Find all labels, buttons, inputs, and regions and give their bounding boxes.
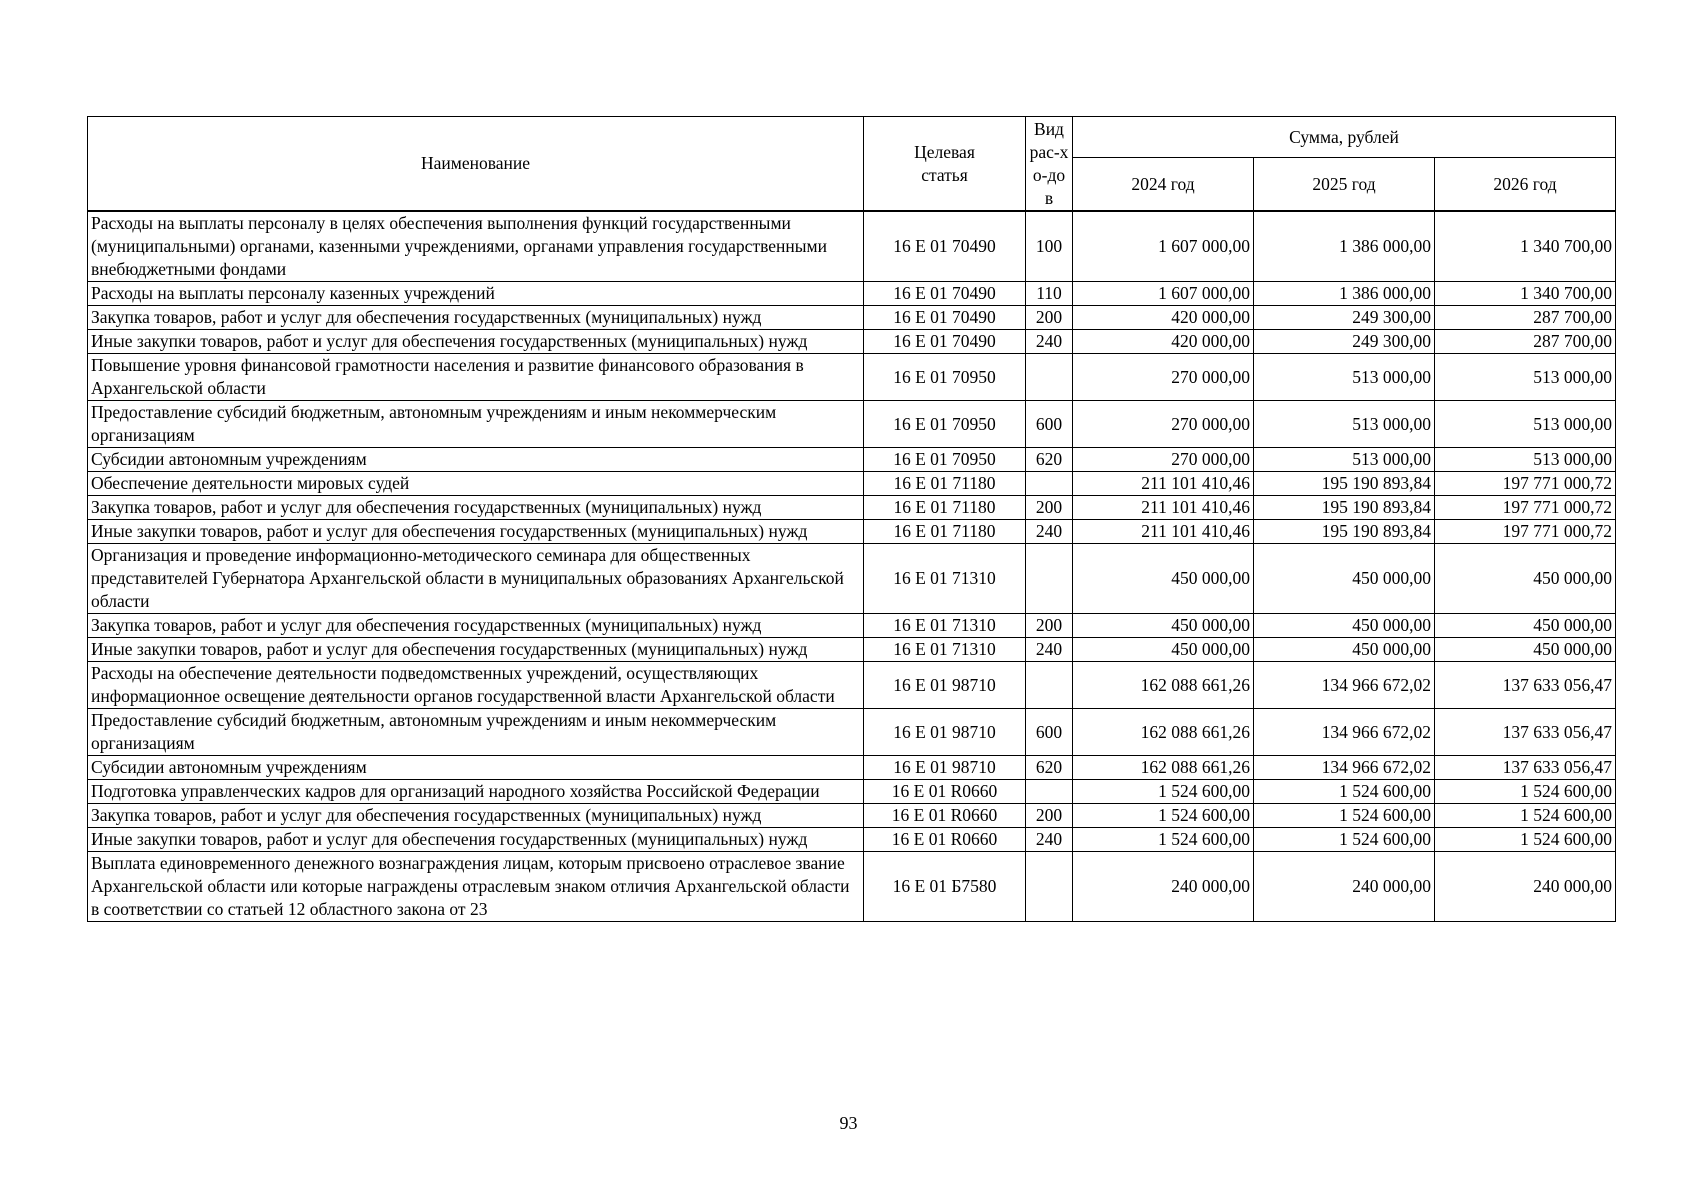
- row-sum-2025: 195 190 893,84: [1254, 472, 1435, 496]
- row-sum-2024: 270 000,00: [1073, 354, 1254, 401]
- row-name: Иные закупки товаров, работ и услуг для обеспечения государственных (муниципальных) нужд: [88, 828, 864, 852]
- table-row: [88, 662, 1616, 709]
- table-row: [88, 212, 1616, 282]
- row-sum-2025: 1 524 600,00: [1254, 804, 1435, 828]
- row-expense-type: 200: [1026, 496, 1073, 520]
- row-sum-2026: 513 000,00: [1435, 354, 1616, 401]
- row-target-article: 16 Е 01 70490: [864, 212, 1026, 282]
- row-target-article: 16 Е 01 71310: [864, 614, 1026, 638]
- row-name: Расходы на выплаты персоналу в целях обеспечения выполнения функций государственными (муниципальными) органами, казенными учреждениями, органами управления государственными внебюджетными фондами: [88, 212, 864, 282]
- row-target-article: 16 Е 01 98710: [864, 756, 1026, 780]
- row-target-article: 16 Е 01 Б7580: [864, 852, 1026, 922]
- row-sum-2026: 197 771 000,72: [1435, 496, 1616, 520]
- row-sum-2024: 420 000,00: [1073, 306, 1254, 330]
- row-target-article: 16 Е 01 98710: [864, 662, 1026, 709]
- row-sum-2024: 211 101 410,46: [1073, 472, 1254, 496]
- table-row: [88, 472, 1616, 496]
- row-target-article: 16 Е 01 71180: [864, 496, 1026, 520]
- row-target-article: 16 Е 01 R0660: [864, 780, 1026, 804]
- row-sum-2024: 211 101 410,46: [1073, 496, 1254, 520]
- row-expense-type: [1026, 472, 1073, 496]
- row-target-article: 16 Е 01 70490: [864, 330, 1026, 354]
- row-sum-2025: 134 966 672,02: [1254, 662, 1435, 709]
- row-target-article: 16 Е 01 R0660: [864, 828, 1026, 852]
- row-expense-type: [1026, 780, 1073, 804]
- row-name: Закупка товаров, работ и услуг для обеспечения государственных (муниципальных) нужд: [88, 614, 864, 638]
- row-name: Субсидии автономным учреждениям: [88, 448, 864, 472]
- row-sum-2026: 513 000,00: [1435, 401, 1616, 448]
- row-name: Иные закупки товаров, работ и услуг для обеспечения государственных (муниципальных) нужд: [88, 330, 864, 354]
- row-sum-2025: 249 300,00: [1254, 330, 1435, 354]
- row-sum-2024: 420 000,00: [1073, 330, 1254, 354]
- row-expense-type: 240: [1026, 330, 1073, 354]
- header-expense-type-text: Вид рас-хо-дов: [1029, 118, 1069, 208]
- row-name: Выплата единовременного денежного вознаграждения лицам, которым присвоено отраслевое звание Архангельской области или которые награждены отраслевым знаком отличия Архангельской области в соответствии со статьей 12 областного закона от 23: [88, 852, 864, 922]
- row-name: Субсидии автономным учреждениям: [88, 756, 864, 780]
- row-sum-2024: 450 000,00: [1073, 614, 1254, 638]
- row-expense-type: 240: [1026, 828, 1073, 852]
- table-row: [88, 330, 1616, 354]
- row-target-article: 16 Е 01 70950: [864, 448, 1026, 472]
- row-sum-2026: 137 633 056,47: [1435, 662, 1616, 709]
- header-year-2024: 2024 год: [1073, 158, 1254, 211]
- row-sum-2025: 195 190 893,84: [1254, 520, 1435, 544]
- row-sum-2025: 134 966 672,02: [1254, 756, 1435, 780]
- row-sum-2024: 450 000,00: [1073, 544, 1254, 614]
- header-year-2026: 2026 год: [1435, 158, 1616, 211]
- row-target-article: 16 Е 01 70490: [864, 282, 1026, 306]
- row-target-article: 16 Е 01 71310: [864, 544, 1026, 614]
- row-expense-type: 110: [1026, 282, 1073, 306]
- row-sum-2024: 1 524 600,00: [1073, 780, 1254, 804]
- header-row: [88, 117, 1616, 158]
- row-target-article: 16 Е 01 70950: [864, 354, 1026, 401]
- row-name: Повышение уровня финансовой грамотности населения и развитие финансового образования в Архангельской области: [88, 354, 864, 401]
- row-sum-2026: 1 524 600,00: [1435, 828, 1616, 852]
- row-expense-type: [1026, 544, 1073, 614]
- table-row: [88, 282, 1616, 306]
- row-sum-2026: 450 000,00: [1435, 638, 1616, 662]
- row-target-article: 16 Е 01 71180: [864, 472, 1026, 496]
- page-number: 93: [839, 1113, 858, 1133]
- row-sum-2026: 1 524 600,00: [1435, 780, 1616, 804]
- row-sum-2026: 197 771 000,72: [1435, 472, 1616, 496]
- row-name: Закупка товаров, работ и услуг для обеспечения государственных (муниципальных) нужд: [88, 306, 864, 330]
- row-target-article: 16 Е 01 98710: [864, 709, 1026, 756]
- table-row: [88, 544, 1616, 614]
- row-name: Организация и проведение информационно-методического семинара для общественных представителей Губернатора Архангельской области в муниципальных образованиях Архангельской области: [88, 544, 864, 614]
- row-sum-2026: 137 633 056,47: [1435, 756, 1616, 780]
- row-sum-2025: 1 524 600,00: [1254, 828, 1435, 852]
- row-sum-2025: 195 190 893,84: [1254, 496, 1435, 520]
- row-target-article: 16 Е 01 71310: [864, 638, 1026, 662]
- row-sum-2024: 240 000,00: [1073, 852, 1254, 922]
- row-expense-type: [1026, 354, 1073, 401]
- row-sum-2026: 1 340 700,00: [1435, 212, 1616, 282]
- row-sum-2025: 134 966 672,02: [1254, 709, 1435, 756]
- row-expense-type: 200: [1026, 614, 1073, 638]
- row-sum-2026: 287 700,00: [1435, 330, 1616, 354]
- row-name: Иные закупки товаров, работ и услуг для обеспечения государственных (муниципальных) нужд: [88, 638, 864, 662]
- row-name: Закупка товаров, работ и услуг для обеспечения государственных (муниципальных) нужд: [88, 496, 864, 520]
- row-sum-2025: 450 000,00: [1254, 614, 1435, 638]
- row-name: Обеспечение деятельности мировых судей: [88, 472, 864, 496]
- row-expense-type: [1026, 852, 1073, 922]
- row-sum-2025: 240 000,00: [1254, 852, 1435, 922]
- table-row: [88, 804, 1616, 828]
- row-name: Предоставление субсидий бюджетным, автономным учреждениям и иным некоммерческим организациям: [88, 401, 864, 448]
- row-expense-type: 620: [1026, 448, 1073, 472]
- row-sum-2024: 1 524 600,00: [1073, 828, 1254, 852]
- header-expense-type: [1026, 117, 1073, 211]
- header-sum: Сумма, рублей: [1073, 117, 1616, 158]
- table-row: [88, 306, 1616, 330]
- row-name: Расходы на обеспечение деятельности подведомственных учреждений, осуществляющих информационное освещение деятельности органов государственной власти Архангельской области: [88, 662, 864, 709]
- row-sum-2024: 162 088 661,26: [1073, 709, 1254, 756]
- table-row: [88, 496, 1616, 520]
- row-expense-type: 620: [1026, 756, 1073, 780]
- row-sum-2024: 270 000,00: [1073, 401, 1254, 448]
- row-sum-2024: 1 607 000,00: [1073, 212, 1254, 282]
- row-sum-2026: 240 000,00: [1435, 852, 1616, 922]
- row-expense-type: 600: [1026, 401, 1073, 448]
- header-target-article-text: Целевая статья: [914, 141, 975, 185]
- table-row: [88, 756, 1616, 780]
- row-expense-type: 200: [1026, 306, 1073, 330]
- table-row: [88, 614, 1616, 638]
- row-sum-2025: 513 000,00: [1254, 354, 1435, 401]
- row-sum-2025: 513 000,00: [1254, 401, 1435, 448]
- row-sum-2024: 1 524 600,00: [1073, 804, 1254, 828]
- row-target-article: 16 Е 01 71180: [864, 520, 1026, 544]
- row-sum-2024: 162 088 661,26: [1073, 662, 1254, 709]
- row-name: Подготовка управленческих кадров для организаций народного хозяйства Российской Федерации: [88, 780, 864, 804]
- row-sum-2025: 513 000,00: [1254, 448, 1435, 472]
- row-sum-2026: 513 000,00: [1435, 448, 1616, 472]
- row-sum-2026: 287 700,00: [1435, 306, 1616, 330]
- header-name: Наименование: [88, 117, 864, 211]
- table-row: [88, 780, 1616, 804]
- row-target-article: 16 Е 01 R0660: [864, 804, 1026, 828]
- row-sum-2025: 1 386 000,00: [1254, 282, 1435, 306]
- budget-table: [87, 116, 1616, 922]
- table-row: [88, 448, 1616, 472]
- table-row: [88, 828, 1616, 852]
- table-row: [88, 520, 1616, 544]
- row-sum-2026: 450 000,00: [1435, 614, 1616, 638]
- row-sum-2024: 162 088 661,26: [1073, 756, 1254, 780]
- row-name: Закупка товаров, работ и услуг для обеспечения государственных (муниципальных) нужд: [88, 804, 864, 828]
- row-sum-2024: 211 101 410,46: [1073, 520, 1254, 544]
- row-sum-2026: 197 771 000,72: [1435, 520, 1616, 544]
- row-name: Предоставление субсидий бюджетным, автономным учреждениям и иным некоммерческим организациям: [88, 709, 864, 756]
- row-expense-type: 240: [1026, 638, 1073, 662]
- row-sum-2025: 249 300,00: [1254, 306, 1435, 330]
- row-sum-2026: 137 633 056,47: [1435, 709, 1616, 756]
- row-target-article: 16 Е 01 70490: [864, 306, 1026, 330]
- row-sum-2025: 450 000,00: [1254, 638, 1435, 662]
- row-sum-2024: 1 607 000,00: [1073, 282, 1254, 306]
- row-sum-2024: 450 000,00: [1073, 638, 1254, 662]
- row-sum-2026: 450 000,00: [1435, 544, 1616, 614]
- row-expense-type: 100: [1026, 212, 1073, 282]
- header-year-2025: 2025 год: [1254, 158, 1435, 211]
- row-expense-type: 240: [1026, 520, 1073, 544]
- row-expense-type: 200: [1026, 804, 1073, 828]
- header-target-article: [864, 117, 1026, 211]
- row-sum-2026: 1 340 700,00: [1435, 282, 1616, 306]
- table-row: [88, 852, 1616, 922]
- table-row: [88, 401, 1616, 448]
- table-row: [88, 638, 1616, 662]
- table-row: [88, 709, 1616, 756]
- row-sum-2026: 1 524 600,00: [1435, 804, 1616, 828]
- row-sum-2025: 450 000,00: [1254, 544, 1435, 614]
- row-expense-type: [1026, 662, 1073, 709]
- row-target-article: 16 Е 01 70950: [864, 401, 1026, 448]
- row-sum-2024: 270 000,00: [1073, 448, 1254, 472]
- table-row: [88, 354, 1616, 401]
- row-sum-2025: 1 524 600,00: [1254, 780, 1435, 804]
- row-sum-2025: 1 386 000,00: [1254, 212, 1435, 282]
- row-name: Расходы на выплаты персоналу казенных учреждений: [88, 282, 864, 306]
- budget-table-body: [88, 117, 1616, 922]
- row-name: Иные закупки товаров, работ и услуг для обеспечения государственных (муниципальных) нужд: [88, 520, 864, 544]
- row-expense-type: 600: [1026, 709, 1073, 756]
